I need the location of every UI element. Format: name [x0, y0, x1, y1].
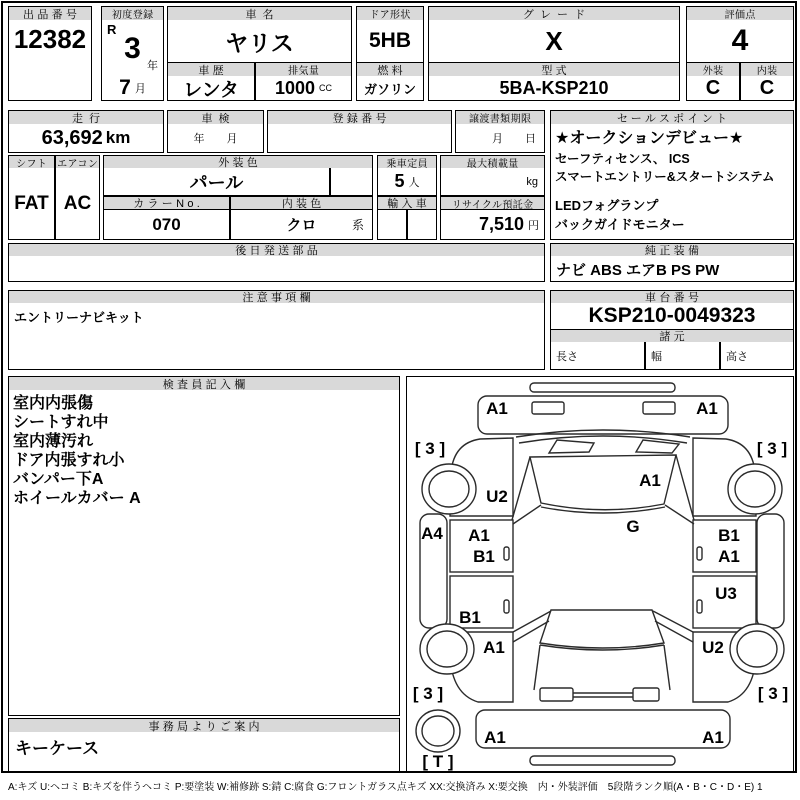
- car-history-header: 車歴: [167, 62, 255, 77]
- sales-points-body: [550, 124, 794, 240]
- first-registration-month: [101, 76, 164, 101]
- aircon-header: エアコン: [55, 155, 100, 169]
- reg-year: 3: [124, 32, 141, 65]
- mileage-header: 走行: [8, 110, 164, 125]
- damage-label: B1: [459, 608, 481, 627]
- inspector-notes-header: 検査員記入欄: [8, 376, 400, 391]
- spec-width-cell: 幅: [645, 342, 720, 370]
- lot-number-blank: [8, 58, 92, 101]
- inspector-note: ホイールカバー A: [13, 490, 141, 507]
- exterior-grade-header: 外装: [686, 62, 740, 77]
- legend-text: A:キズ U:ヘコミ B:キズを伴うヘコミ P:要塗装 W:補修跡 S:錆 C:腐食 G:フロントガラス点キズ XX:交換済み X:要交換 内・外装評価 5段階ランク順(A・B・C・D・E) 1: [8, 782, 763, 793]
- interior-color-name: クロ: [286, 217, 317, 234]
- rear-bumper: [476, 710, 730, 765]
- shaken-header: 車検: [167, 110, 264, 125]
- model-code-header: 型式: [428, 62, 680, 77]
- mileage-number: 63,692: [41, 126, 103, 149]
- inspector-note: 室内薄汚れ: [13, 433, 94, 450]
- displacement-unit: CC: [319, 83, 333, 93]
- car-name-header: 車名: [167, 6, 352, 21]
- capacity-value: [377, 168, 437, 196]
- shaken-value: 年 月: [167, 124, 264, 153]
- grade-value: X: [428, 20, 680, 63]
- inspector-notes-body: [8, 390, 400, 716]
- damage-label: A1: [486, 399, 508, 418]
- damage-label: [ T ]: [422, 752, 454, 771]
- interior-color-header: 内装色: [230, 196, 373, 210]
- hood-and-windshield: [512, 430, 694, 524]
- color-no-value: 070: [103, 210, 230, 240]
- inspector-note: ドア内張すれ小: [13, 452, 125, 469]
- later-parts-value: [8, 256, 545, 282]
- damage-label: A1: [468, 526, 490, 545]
- sales-points-header: セールスポイント: [550, 110, 794, 125]
- damage-label: A1: [639, 471, 661, 490]
- damage-label: A1: [484, 728, 506, 747]
- interior-color-suffix: 系: [351, 218, 364, 232]
- displacement-number: 1000: [274, 77, 316, 98]
- mileage-unit: km: [105, 128, 131, 147]
- recycle-number: 7,510: [478, 214, 524, 234]
- max-load-value: kg: [440, 168, 545, 196]
- damage-label: A1: [696, 399, 718, 418]
- chassis-number-header: 車台番号: [550, 290, 794, 304]
- era-code: R: [107, 22, 117, 37]
- spec-length-cell: 長さ: [550, 342, 645, 370]
- damage-label: G: [626, 517, 640, 536]
- doors: [450, 520, 756, 628]
- car-damage-diagram: [406, 376, 794, 772]
- capacity-unit: 人: [408, 176, 420, 189]
- damage-label: [ 3 ]: [412, 684, 444, 703]
- notes-value: エントリーナビキット: [8, 303, 545, 370]
- later-parts-header: 後日発送部品: [8, 243, 545, 257]
- car-history-value: レンタ: [167, 76, 255, 101]
- oem-equipment-header: 純正装備: [550, 243, 794, 257]
- capacity-number: 5: [394, 171, 405, 191]
- import-header: 輸入車: [377, 196, 437, 210]
- model-code-value: 5BA-KSP210: [428, 76, 680, 101]
- shift-value: FAT: [8, 168, 55, 240]
- import-value-blank-1: [377, 210, 407, 240]
- front-fenders: [450, 438, 756, 516]
- fuel-value: ガソリン: [356, 76, 424, 101]
- transfer-deadline-value: 月 日: [455, 124, 545, 153]
- aircon-value: AC: [55, 168, 100, 240]
- score-header: 評価点: [686, 6, 794, 21]
- damage-label: A4: [421, 524, 443, 543]
- door-shape-header: ドア形状: [356, 6, 424, 21]
- damage-label: [ 3 ]: [757, 684, 789, 703]
- damage-label: A1: [483, 638, 505, 657]
- displacement-value: [255, 76, 352, 101]
- lot-number-header: 出品番号: [8, 6, 92, 21]
- spec-height-cell: 高さ: [720, 342, 794, 370]
- damage-label: [ 3 ]: [756, 439, 788, 458]
- score-value: 4: [686, 20, 794, 63]
- max-load-header: 最大積載量: [440, 155, 545, 169]
- sales-point: バックガイドモニター: [555, 217, 685, 233]
- import-value-blank-2: [407, 210, 437, 240]
- shift-header: シフト: [8, 155, 55, 169]
- mileage-value: [8, 124, 164, 153]
- wheels: [416, 464, 784, 752]
- exterior-color-header: 外装色: [103, 155, 373, 169]
- grade-header: グレード: [428, 6, 680, 21]
- sales-point: ★オークションデビュー★: [555, 130, 744, 147]
- recycle-deposit-header: リサイクル預託金: [440, 196, 545, 210]
- damage-label: U3: [715, 584, 737, 603]
- damage-label: A1: [702, 728, 724, 747]
- door-shape-value: 5HB: [356, 20, 424, 63]
- front-bumper: [478, 383, 728, 434]
- specs-header: 諸元: [550, 329, 794, 343]
- first-registration-year: [101, 20, 164, 77]
- lot-number-value: 12382: [8, 20, 92, 59]
- car-name-value: ヤリス: [167, 20, 352, 63]
- month-unit: 月: [134, 83, 146, 95]
- color-no-header: カラーNo.: [103, 196, 230, 210]
- side-sills: [420, 514, 784, 628]
- sales-point: セーフティセンス、 ICS: [555, 152, 690, 167]
- first-registration-header: 初度登録: [101, 6, 164, 21]
- year-unit: 年: [147, 60, 158, 72]
- sales-point: LEDフォグランプ: [555, 198, 659, 214]
- registration-number-header: 登録番号: [267, 110, 452, 125]
- chassis-number-value: KSP210-0049323: [550, 303, 794, 330]
- exterior-color-blank: [330, 168, 373, 196]
- interior-grade-value: C: [740, 76, 794, 101]
- sales-point: スマートエントリー&スタートシステム: [555, 170, 775, 185]
- inspector-note: バンパー下A: [13, 471, 104, 488]
- interior-grade-header: 内装: [740, 62, 794, 77]
- rear-window-and-hatch: [513, 610, 693, 701]
- recycle-unit: 円: [528, 219, 539, 232]
- oem-equipment-value: ナビ ABS エアB PS PW: [550, 256, 794, 282]
- inspector-note: 室内内張傷: [13, 395, 94, 412]
- office-info-value: キーケース: [8, 732, 400, 772]
- damage-label: B1: [473, 547, 495, 566]
- capacity-header: 乗車定員: [377, 155, 437, 169]
- registration-number-value: [267, 124, 452, 153]
- recycle-deposit-value: [440, 210, 545, 240]
- damage-label: U2: [702, 638, 724, 657]
- fuel-header: 燃料: [356, 62, 424, 77]
- reg-month: 7: [119, 76, 131, 99]
- notes-header: 注意事項欄: [8, 290, 545, 304]
- exterior-color-value: パール: [103, 168, 330, 196]
- transfer-deadline-header: 譲渡書類期限: [455, 110, 545, 125]
- interior-color-value: [230, 210, 373, 240]
- inspector-note: シートすれ中: [13, 414, 109, 431]
- damage-label: U2: [486, 487, 508, 506]
- displacement-header: 排気量: [255, 62, 352, 77]
- office-info-header: 事務局よりご案内: [8, 718, 400, 733]
- exterior-grade-value: C: [686, 76, 740, 101]
- damage-label: A1: [718, 547, 740, 566]
- damage-label: B1: [718, 526, 740, 545]
- damage-label: [ 3 ]: [414, 439, 446, 458]
- rear-fenders: [450, 632, 756, 702]
